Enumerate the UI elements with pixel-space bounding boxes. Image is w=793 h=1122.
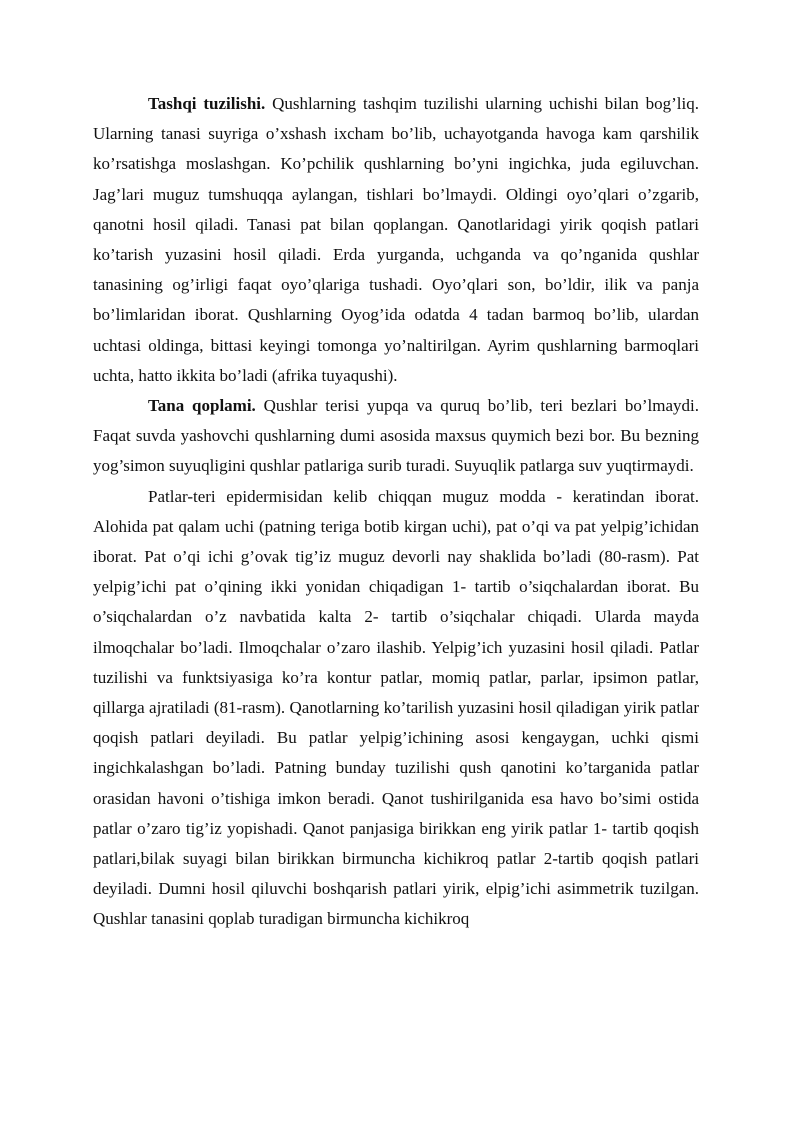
paragraph-heading-tashqi-tuzilishi: Tashqi tuzilishi. xyxy=(148,94,266,113)
paragraph-body-tashqi-tuzilishi: Qushlarning tashqim tuzilishi ularning uchishi bilan bog’liq. Ularning tanasi suyriga o’xshash ixcham bo’lib, uchayotganda havoga kam qarshilik ko’rsatishga moslashgan. Ko’pchilik qushlarning bo’yni ingichka, juda egiluvchan. Jag’lari muguz tumshuqqa aylangan, tishlari bo’lmaydi. Oldingi oyo’qlari o’zgarib, qanotni hosil qiladi. Tanasi pat bilan qoplangan. Qanotlaridagi yirik qoqish patlari ko’tarish yuzasini hosil qiladi. Erda yurganda, uchganda va qo’nganida qushlar tanasining og’irligi faqat oyo’qlariga tushadi. Oyo’qlari son, bo’ldir, ilik va panja bo’limlaridan iborat. Qushlarning Oyog’ida odatda 4 tadan barmoq bo’lib, ulardan uchtasi oldinga, bittasi keyingi tomonga yo’naltirilgan. Ayrim qushlarning barmoqlari uchta, hatto ikkita bo’ladi (afrika tuyaqushi). xyxy=(93,94,700,385)
document-page xyxy=(93,89,699,935)
paragraph-body-patlar: Patlar-teri epidermisidan kelib chiqqan muguz modda - keratindan iborat. Alohida pat qalam uchi (patning teriga botib kirgan uchi), pat o’qi va pat yelpig’ichidan iborat. Pat o’qi ichi g’ovak tig’iz muguz devorli nay shaklida bo’ladi (80-rasm). Pat yelpig’ichi pat o’qining ikki yonidan chiqadigan 1- tartib o’siqchalardan iborat. Bu o’siqchalardan o’z navbatida kalta 2- tartib o’siqchalar chiqadi. Ularda mayda ilmoqchalar bo’ladi. Ilmoqchalar o’zaro ilashib. Yelpig’ich yuzasini hosil qiladi. Patlar tuzilishi va funktsiyasiga ko’ra kontur patlar, momiq patlar, parlar, ipsimon patlar, qillarga ajratiladi (81-rasm). Qanotlarning ko’tarilish yuzasini hosil qiladigan yirik patlar qoqish patlari deyiladi. Bu patlar yelpig’ichining asosi kengaygan, uchki qismi ingichkalashgan bo’ladi. Patning bunday tuzilishi qush qanotini ko’targanida patlar orasidan havoni o’tishiga imkon beradi. Qanot tushirilganida esa havo bo’simi ostida patlar o’zaro tig’iz yopishadi. Qanot panjasiga birikkan eng yirik patlar 1- tartib qoqish patlari,bilak suyagi bilan birikkan birmuncha kichikroq patlar 2-tartib qoqish patlari deyiladi. Dumni hosil qiluvchi boshqarish patlari yirik, elpig’ichi asimmetrik tuzilgan. Qushlar tanasini qoplab turadigan birmuncha kichikroq xyxy=(93,486,699,929)
paragraph-tashqi-tuzilishi xyxy=(93,89,699,391)
paragraph-tana-qoplami xyxy=(93,391,699,482)
paragraph-heading-tana-qoplami: Tana qoplami. xyxy=(148,396,256,416)
paragraph-body-tana-qoplami: Qushlar terisi yupqa va quruq bo’lib, teri bezlari bo’lmaydi. Faqat suvda yashovchi qushlarning dumi asosida maxsus quymich bezi bor. Bu bezning yog’simon suyuqligini qushlar patlariga surib turadi. Suyuqlik patlarga suv yuqtirmaydi. xyxy=(93,396,700,476)
paragraph-patlar xyxy=(93,482,699,935)
